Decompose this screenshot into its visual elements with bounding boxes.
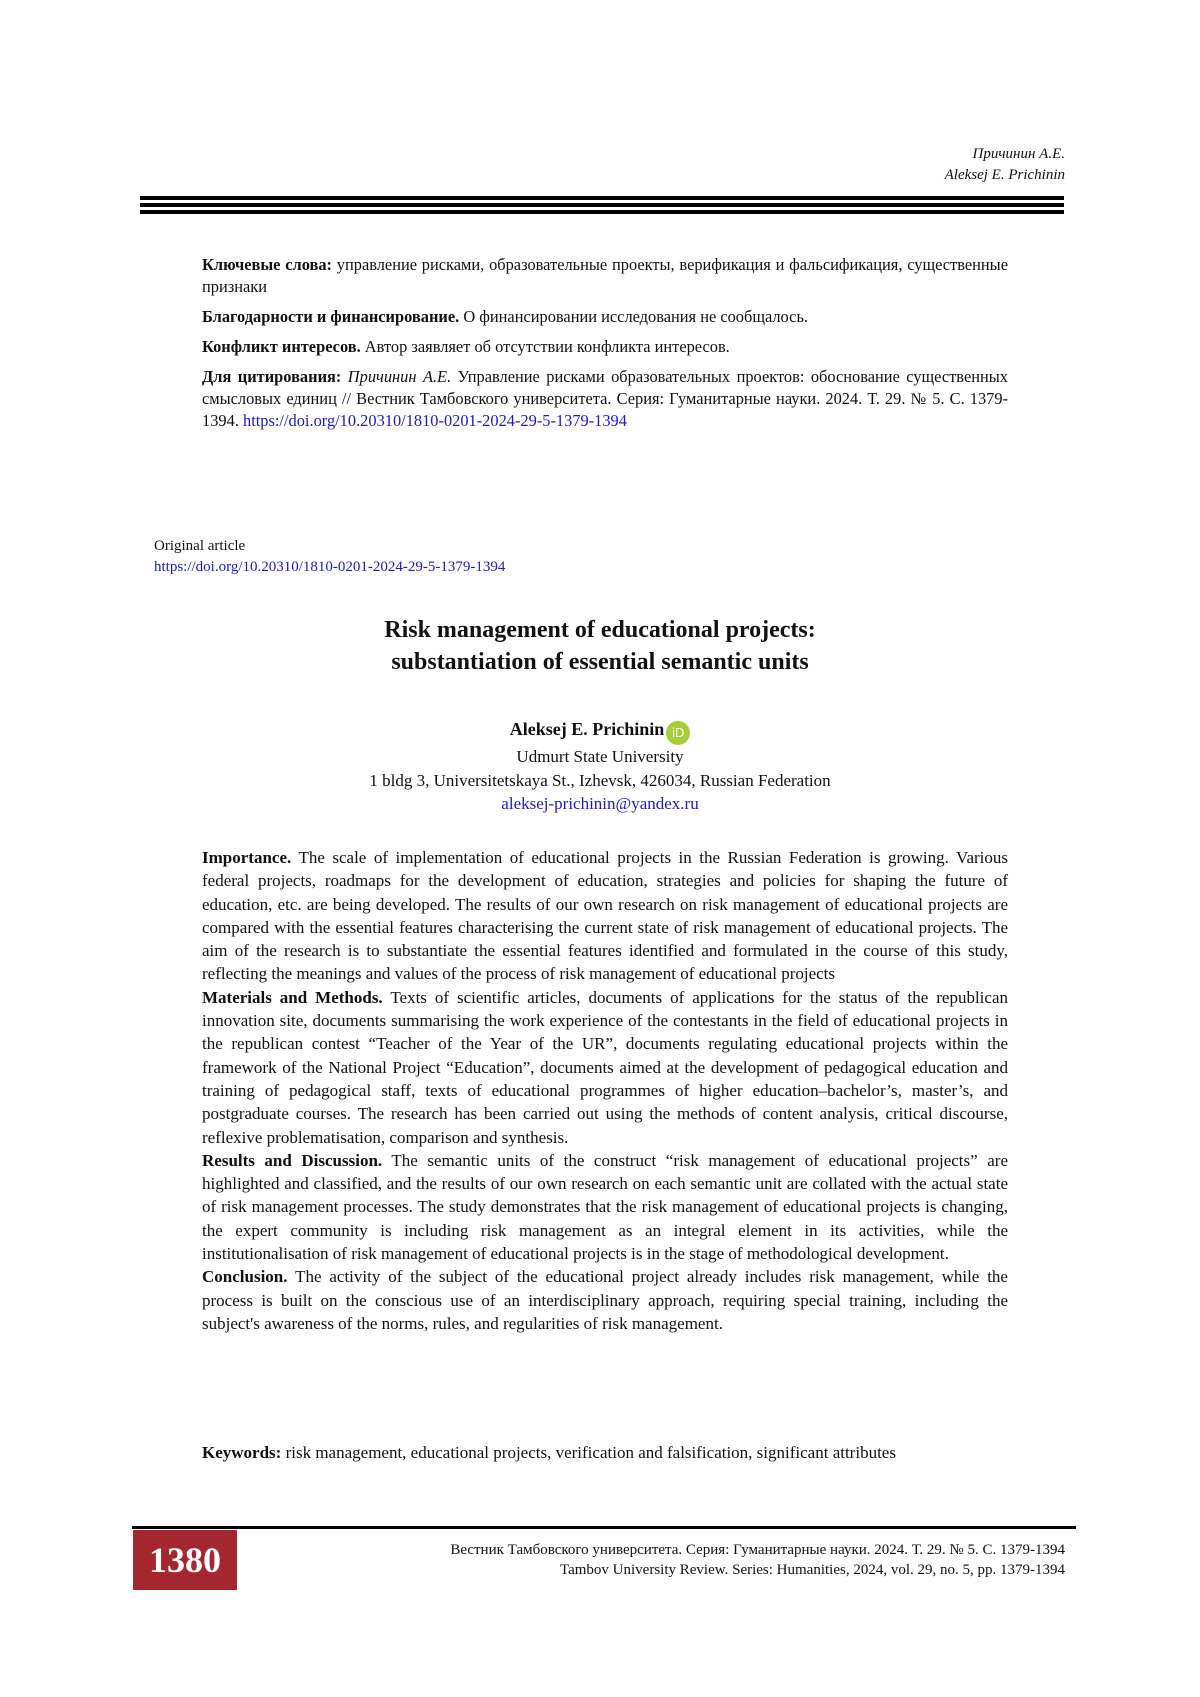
author-address: 1 bldg 3, Universitetskaya St., Izhevsk, 426034, Russian Federation <box>369 770 831 790</box>
running-head-author-ru: Причинин А.Е. <box>972 146 1065 162</box>
article-type: Original article <box>154 538 246 554</box>
conclusion-text: The activity of the subject of the educational project already includes risk management, while the process is built on the conscious use of an interdisciplinary approach, requiring special training, including the subject's awareness of the norms, rules, and regularities of risk management. <box>202 1267 1008 1333</box>
conflict-label: Конфликт интересов. <box>202 337 361 356</box>
abstract-conclusion <box>202 1265 1008 1335</box>
conclusion-label: Conclusion. <box>202 1267 288 1287</box>
abstract-methods <box>202 986 1008 1149</box>
importance-text: The scale of implementation of educational projects in the Russian Federation is growing. Various federal projects, roadmaps for the development of education, strategies and policies for shaping the future of education, etc. are being developed. The results of our own research on risk management of educational projects are compared with the essential features characterising the current state of risk management of educational projects. The aim of the research is to substantiate the essential features identified and formulated in the course of this study, reflecting the meanings and values of the process of risk management of educational projects <box>202 848 1008 984</box>
results-label: Results and Discussion. <box>202 1150 383 1170</box>
citation-author: Причинин А.Е. <box>347 367 452 386</box>
title-line-2: substantiation of essential semantic units <box>391 649 809 675</box>
header-rule <box>140 196 1064 217</box>
running-head-author-en: Aleksej E. Prichinin <box>944 167 1065 183</box>
author-block <box>0 718 1200 816</box>
results-text: The semantic units of the construct “risk management of educational projects” are highlighted and classified, and the results of our own research on each semantic unit are collated with the actual state of risk management processes. The study demonstrates that the risk management of educational projects is changing, the expert community is including risk management as an integral element in its activities, while the institutionalisation of risk management of educational projects is in the stage of methodological development. <box>202 1150 1008 1264</box>
funding <box>202 306 1008 328</box>
conflict-of-interest <box>202 336 1008 358</box>
article-title <box>0 614 1200 678</box>
keywords-en-label: Keywords: <box>202 1443 282 1462</box>
methods-label: Materials and Methods. <box>202 987 383 1007</box>
citation-text: Управление рисками образовательных проектов: обоснование существенных смысловых единиц // Вестник Тамбовского университета. Серия: Гуманитарные науки. 2024. Т. 29. № 5. С. 1379-1394. <box>202 367 1008 430</box>
keywords-en <box>202 1441 1008 1464</box>
abstract-importance <box>202 846 1008 986</box>
abstract-results <box>202 1149 1008 1265</box>
journal-footer <box>450 1540 1065 1580</box>
author-email-link[interactable]: aleksej-prichinin@yandex.ru <box>501 794 699 813</box>
journal-footer-ru: Вестник Тамбовского университета. Серия: Гуманитарные науки. 2024. Т. 29. № 5. С. 1379-1394 <box>450 1542 1065 1558</box>
page-number: 1380 <box>133 1530 237 1590</box>
citation-label: Для цитирования: <box>202 367 342 386</box>
journal-footer-en: Tambov University Review. Series: Humanities, 2024, vol. 29, no. 5, pp. 1379-1394 <box>559 1562 1065 1578</box>
author-name: Aleksej E. Prichinin <box>509 719 665 739</box>
running-head <box>945 144 1065 186</box>
abstract <box>202 846 1008 1335</box>
keywords-en-text: risk management, educational projects, verification and falsification, significant attributes <box>285 1443 896 1462</box>
citation <box>202 366 1008 432</box>
author-affiliation: Udmurt State University <box>516 747 684 766</box>
methods-text: Texts of scientific articles, documents of applications for the status of the republican innovation site, documents summarising the work experience of the contestants in the field of educational projects in the republican contest “Teacher of the Year of the UR”, documents regulating educational projects within the framework of the National Project “Education”, documents aimed at the development of pedagogical education and training of pedagogical staff, texts of educational programmes of higher education–bachelor’s, master’s, and postgraduate courses. The research has been carried out using the methods of content analysis, critical discourse, reflexive problematisation, comparison and synthesis. <box>202 987 1008 1147</box>
keywords-ru <box>202 254 1008 298</box>
footer-rule <box>132 1526 1076 1529</box>
metadata-ru <box>202 254 1008 440</box>
citation-doi-link[interactable]: https://doi.org/10.20310/1810-0201-2024-29-5-1379-1394 <box>243 411 627 430</box>
title-line-1: Risk management of educational projects: <box>384 617 816 643</box>
conflict-text: Автор заявляет об отсутствии конфликта интересов. <box>364 337 730 356</box>
keywords-ru-label: Ключевые слова: <box>202 255 332 274</box>
article-doi-link[interactable]: https://doi.org/10.20310/1810-0201-2024-29-5-1379-1394 <box>154 559 506 575</box>
funding-label: Благодарности и финансирование. <box>202 307 460 326</box>
funding-text: О финансировании исследования не сообщалось. <box>463 307 809 326</box>
importance-label: Importance. <box>202 848 292 867</box>
keywords-ru-text: управление рисками, образовательные проекты, верификация и фальсификация, существенные признаки <box>202 255 1008 296</box>
orcid-icon[interactable]: iD <box>666 721 690 745</box>
